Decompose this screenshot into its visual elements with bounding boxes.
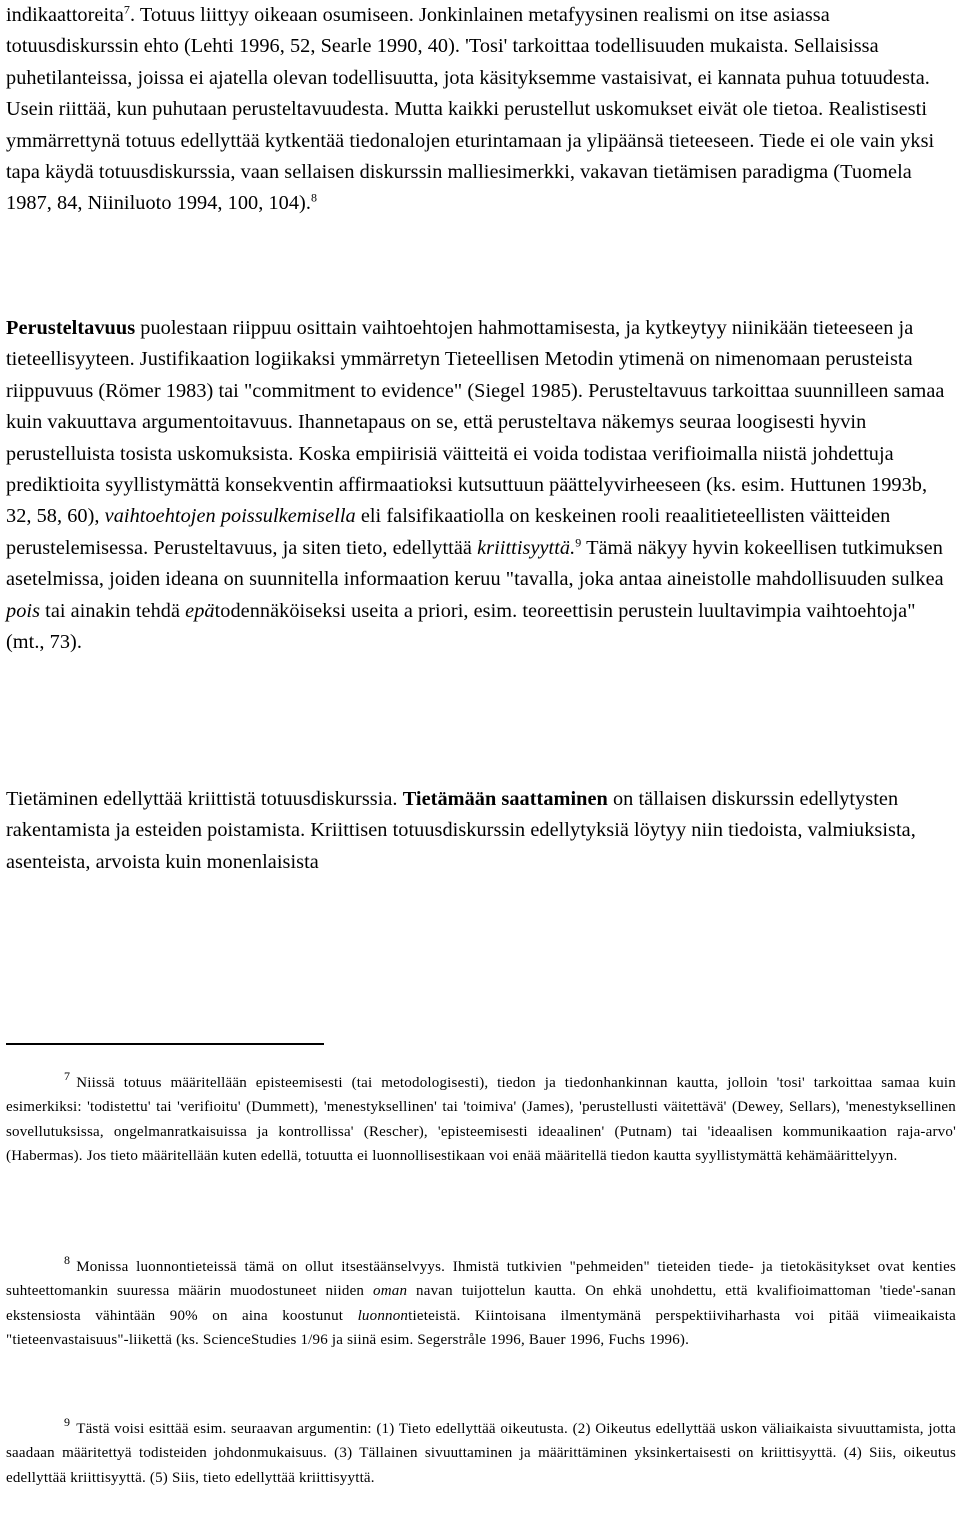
- paragraph-1-text-a: indikaattoreita: [6, 4, 124, 26]
- footnote-ref-8[interactable]: 8: [310, 191, 318, 205]
- footnote-9: [6, 1417, 956, 1490]
- footnote-8-text-b: navan tuijottelun kautta. On ehkä unohdettu, että kvalifioimattoman 'tiede'-sanan ekstensiosta vähintään 90% on aina koostunut: [6, 1283, 956, 1324]
- italic-phrase-vaihtoehtojen: vaihtoehtojen poissulkemisella: [104, 505, 356, 528]
- body-paragraph-1: [6, 0, 956, 220]
- italic-word-pois: pois: [6, 599, 41, 622]
- footnote-ref-9[interactable]: 9: [575, 535, 582, 550]
- footnote-8-italic-oman: oman: [373, 1283, 408, 1300]
- paragraph-3-text-a: Tietäminen edellyttää kriittistä totuusdiskurssia.: [6, 788, 403, 810]
- footnote-8-text-a: Monissa luonnontieteissä tämä on ollut itsestäänselvyys. Ihmistä tutkivien "pehmeiden" tieteiden tiede- ja tietokäsitykset ovat kenties suhteettomankin suuressa määrin muodostuneet niiden: [6, 1259, 956, 1300]
- footnote-8: [6, 1255, 956, 1353]
- italic-prefix-epa: epä: [185, 599, 215, 622]
- footnote-8-text-c: tieteistä. Kiintoisana ilmentymänä perspektiiviharhasta voi pitää viimeaikaista "tieteenvastaisuus"-liikettä (ks. ScienceStudies 1/96 ja siinä esim. Segerstråle 1996, Bauer 1996, Fuchs 1996).: [6, 1307, 956, 1349]
- footnote-separator: [6, 1043, 324, 1045]
- footnote-7-text: Niissä totuus määritellään episteemisesti (tai metodologisesti), tiedon ja tiedonhankinnan kautta, jolloin 'tosi' tarkoittaa samaa kuin esimerkiksi: 'todistettu' tai 'verifioitu' (Dummett), 'menestyksellinen' tai 'toimiva' (James), 'perustellusti väitettävä' (Dewey, Sellars), 'menestyksellinen sovellutuksissa, ongelmanratkaisuissa ja kontrollissa' (Rescher), 'episteemisesti ideaalinen' (Putnam) tai 'ideaalisen kommunikaation raja-arvo' (Habermas). Jos tieto määritellään kuten edellä, totuutta ei luonnollisestikaan voi enää määritellä tiedon kautta syyllistymättä kehämäärittelyyn.: [6, 1075, 956, 1165]
- paragraph-3-text-b: on tällaisen diskurssin edellytysten rakentamista ja esteiden poistamista. Kriittisen totuusdiskurssin edellytyksiä löytyy niin tiedoista, valmiuksista, asenteista, arvoista kuin monenlaisista: [6, 788, 916, 873]
- paragraph-1-text-b: . Totuus liittyy oikeaan osumiseen. Jonkinlainen metafyysinen realismi on itse asiassa totuusdiskurssin ehto (Lehti 1996, 52, Searle 1990, 40). 'Tosi' tarkoittaa todellisuuden mukaista. Sellaisissa puhetilanteissa, joissa ei ajatella olevan todellisuutta, jota käsityksemme vastaisivat, ei kannata puhua totuudesta. Usein riittää, kun puhutaan perusteltavuudesta. Mutta kaikki perustellut uskomukset eivät ole tietoa. Realistisesti ymmärrettynä totuus edellyttää kytkentää tiedonalojen eturintamaan ja ylipäänsä tieteeseen. Tiede ei ole vain yksi tapa käydä totuusdiskurssia, vaan sellaisen diskurssin malliesimerkki, vakavan tietämisen paradigma (Tuomela 1987, 84, Niiniluoto 1994, 100, 104).: [6, 4, 935, 215]
- footnote-9-number: 9: [64, 1415, 71, 1430]
- footnote-7-number: 7: [64, 1069, 71, 1084]
- footnote-9-text: Tästä voisi esittää esim. seuraavan argumentin: (1) Tieto edellyttää oikeutusta. (2) Oikeutus edellyttää uskon väliaikaista sivuuttamista, jotta saadaan määritettyä todisteiden johdonmukaisuus. (3) Tällainen sivuuttaminen ja määrittäminen yksinkertaisesti on kriittisyyttä. (4) Siis, oikeutus edellyttää kriittisyyttä. (5) Siis, tieto edellyttää kriittisyyttä.: [6, 1421, 956, 1486]
- footnote-8-italic-luonnon: luonnon: [357, 1307, 409, 1324]
- paragraph-2-text-a: puolestaan riippuu osittain vaihtoehtojen hahmottamisesta, ja kytkeytyy niinikään tieteeseen ja tieteellisyyteen. Justifikaation logiikaksi ymmärretyn Tieteellisen Metodin ytimenä on nimenomaan perusteista riippuvuus (Römer 1983) tai "commitment to evidence" (Siegel 1985). Perusteltavuus tarkoittaa suunnilleen samaa kuin vakuuttava argumentoitavuus. Ihannetapaus on se, että perusteltava näkemys seuraa loogisesti hyvin perustelluista tosista uskomuksista. Koska empiirisiä väitteitä ei voida todistaa verifioimalla niistä johdettuja prediktioita syyllistymättä konsekventin affirmaatioksi kutsuttuun päättelyvirheeseen (ks. esim. Huttunen 1993b, 32, 58, 60),: [6, 317, 945, 528]
- footnote-7: [6, 1071, 956, 1169]
- body-paragraph-3: [6, 784, 956, 878]
- italic-phrase-kriittisyytta: kriittisyyttä.: [477, 536, 576, 559]
- term-tietamaan-saattaminen: Tietämään saattaminen: [402, 788, 608, 810]
- term-perusteltavuus: Perusteltavuus: [6, 317, 136, 339]
- body-paragraph-2: [6, 313, 956, 658]
- paragraph-2-text-c: Tämä näkyy hyvin kokeellisen tutkimuksen asetelmissa, joiden ideana on suunnitella informaation keruu "tavalla, joka antaa aineistolle mahdollisuuden sulkea: [6, 536, 944, 591]
- paragraph-2-text-b: eli falsifikaatiolla on keskeinen rooli reaalitieteellisten väitteiden perustelemisessa. Perusteltavuus, ja siten tieto, edellyttää: [6, 505, 891, 559]
- footnote-ref-7[interactable]: 7: [123, 2, 130, 17]
- footnote-8-number: 8: [64, 1253, 71, 1268]
- paragraph-2-text-d: tai ainakin tehdä: [40, 599, 186, 622]
- paragraph-2-text-e: todennäköiseksi useita a priori, esim. teoreettisin perustein luultavimpia vaihtoehtoja" (mt., 73).: [6, 599, 916, 654]
